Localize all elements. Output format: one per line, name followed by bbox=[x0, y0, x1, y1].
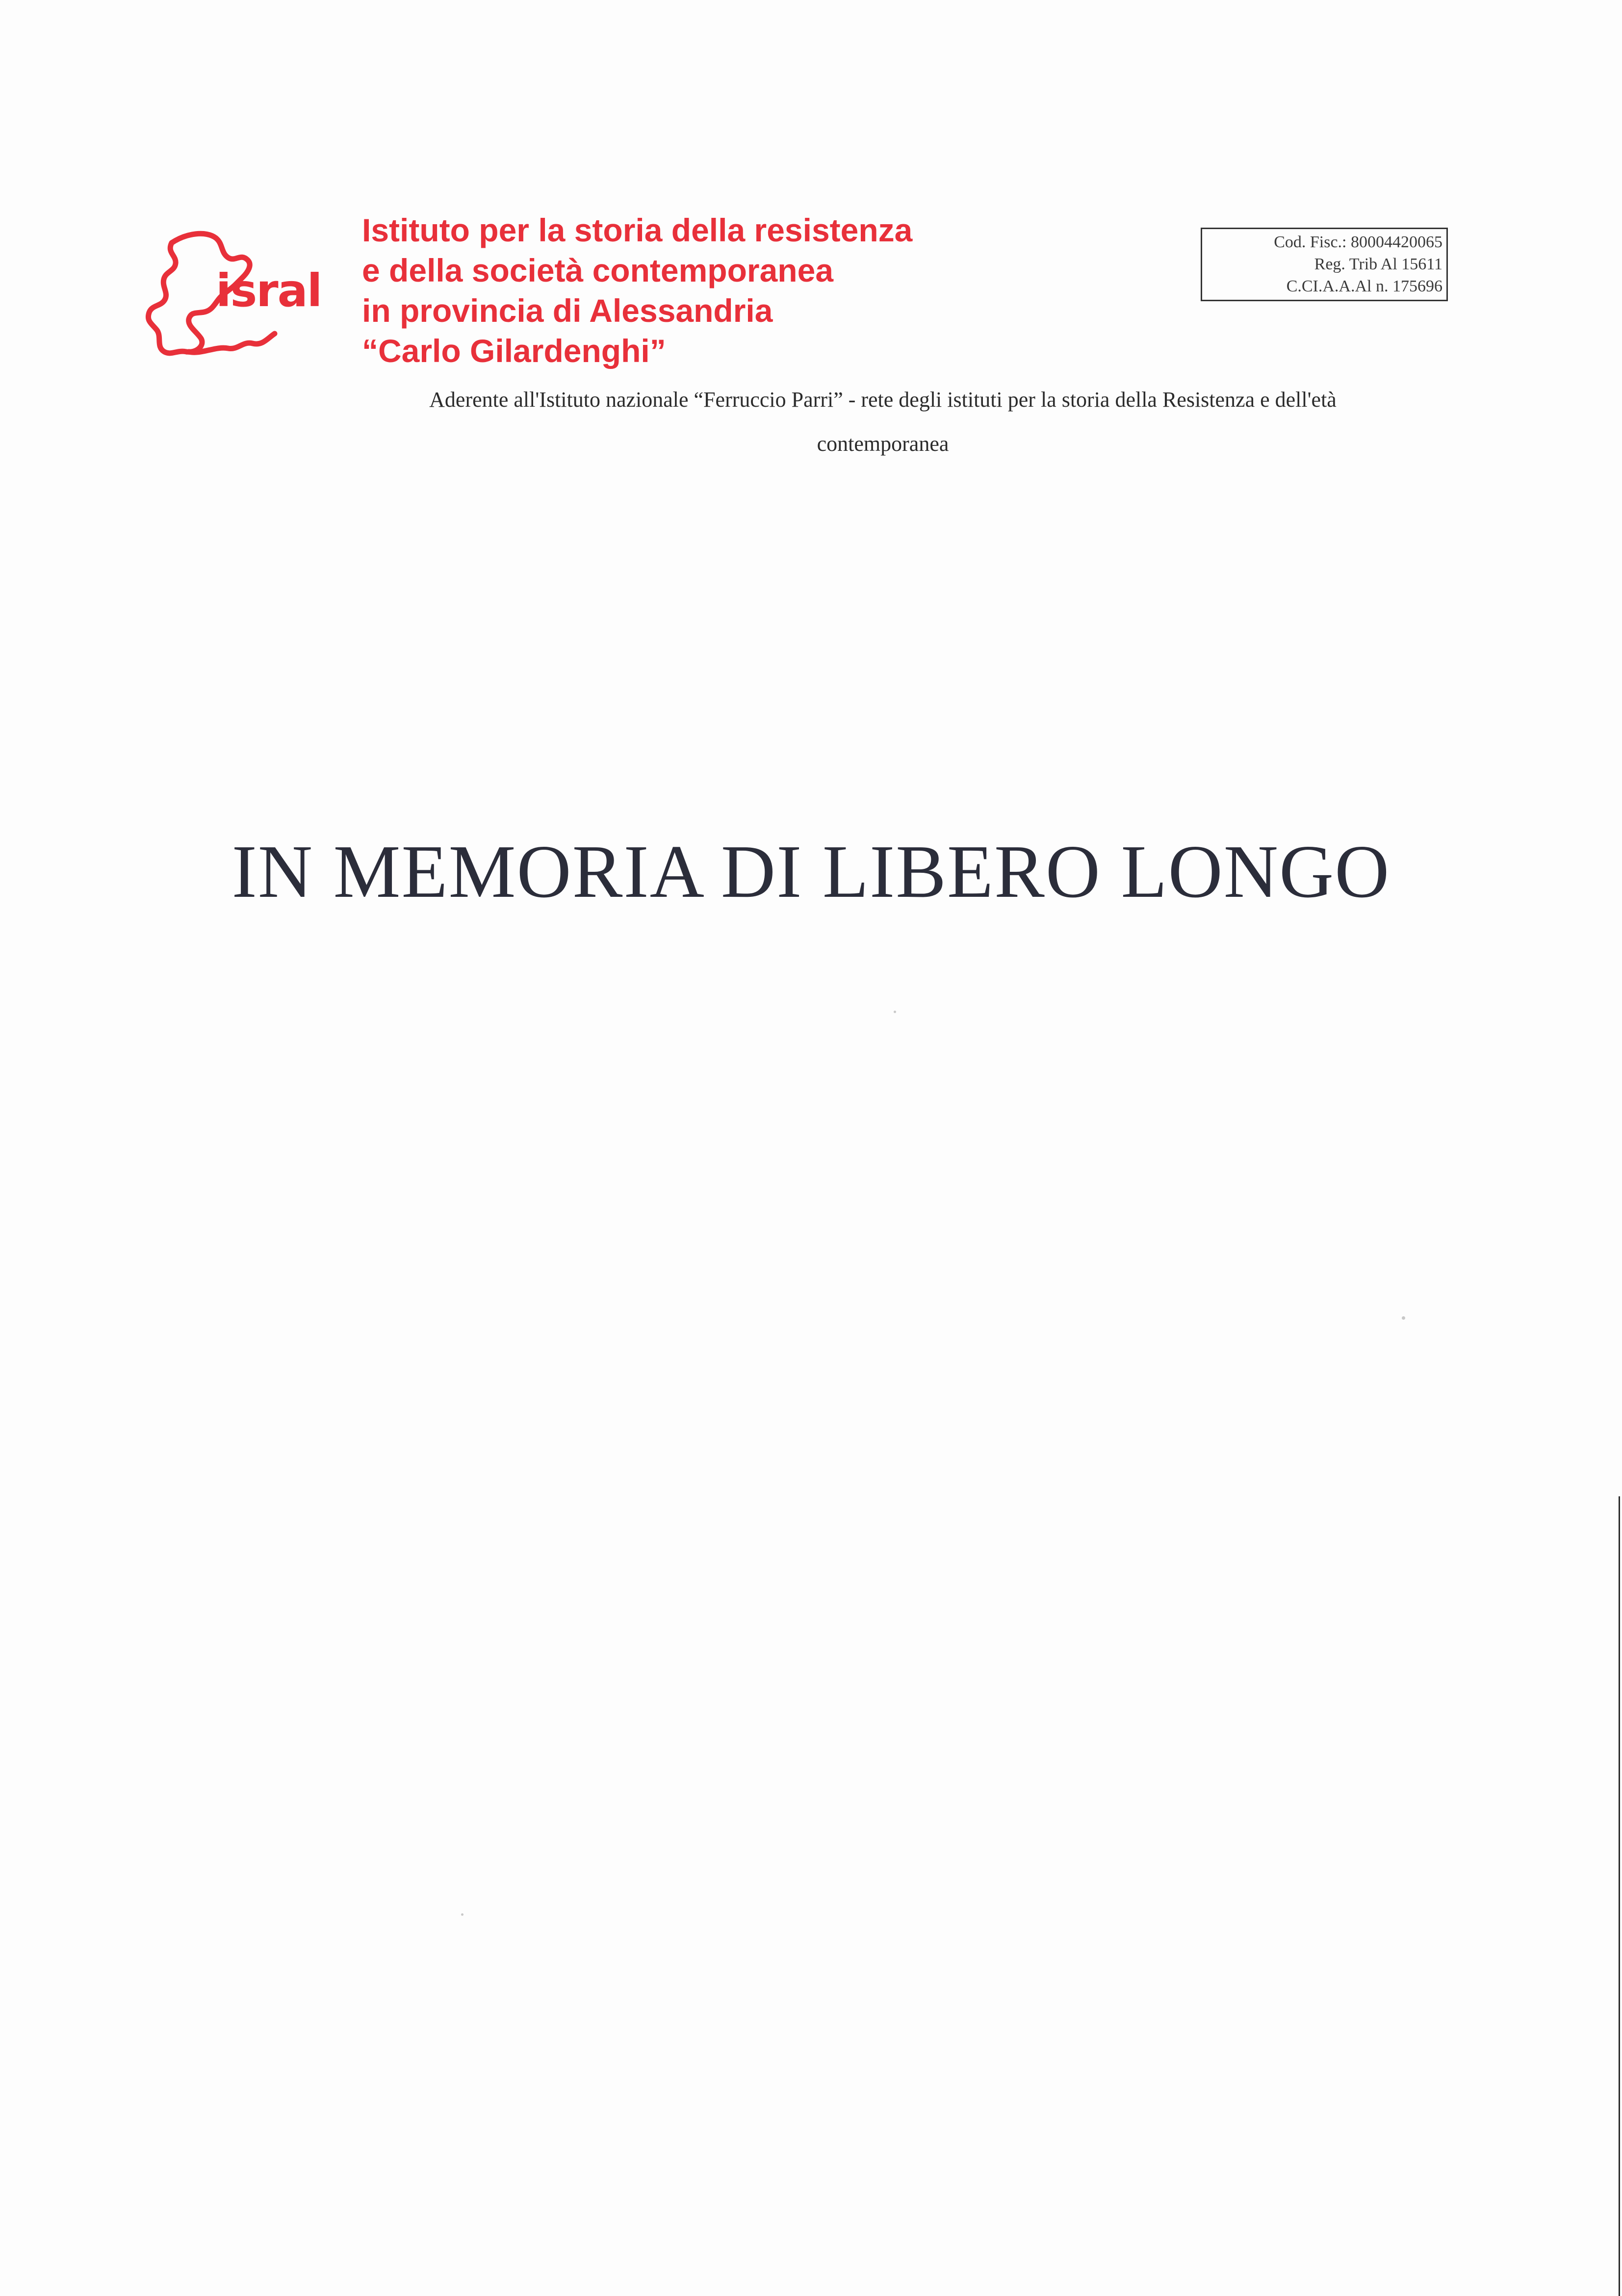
scan-page-edge bbox=[1619, 1496, 1620, 2296]
chamber-of-commerce-number: C.CI.A.A.Al n. 175696 bbox=[1286, 277, 1442, 295]
affiliation-line: contemporanea bbox=[817, 432, 949, 456]
tribunal-registration: Reg. Trib Al 15611 bbox=[1314, 255, 1442, 273]
institute-name-line: “Carlo Gilardenghi” bbox=[362, 333, 666, 369]
isral-logo bbox=[142, 223, 329, 370]
scan-speck bbox=[894, 1011, 896, 1013]
logo-wordmark: isral bbox=[216, 264, 322, 317]
document-title: IN MEMORIA DI LIBERO LONGO bbox=[232, 830, 1390, 913]
institute-name-line: e della società contemporanea bbox=[362, 252, 834, 288]
institute-name bbox=[362, 210, 912, 371]
affiliation-note bbox=[343, 378, 1422, 466]
institute-name-line: Istituto per la storia della resistenza bbox=[362, 212, 913, 248]
scan-speck bbox=[1402, 1316, 1405, 1320]
scan-speck bbox=[461, 1913, 463, 1916]
affiliation-line: Aderente all'Istituto nazionale “Ferruccio Parri” - rete degli istituti per la storia della Resistenza e dell'età bbox=[429, 388, 1337, 412]
fiscal-code: Cod. Fisc.: 80004420065 bbox=[1274, 233, 1442, 251]
institute-name-line: in provincia di Alessandria bbox=[362, 292, 773, 329]
registration-box bbox=[1201, 228, 1448, 301]
letterhead bbox=[0, 0, 1622, 491]
